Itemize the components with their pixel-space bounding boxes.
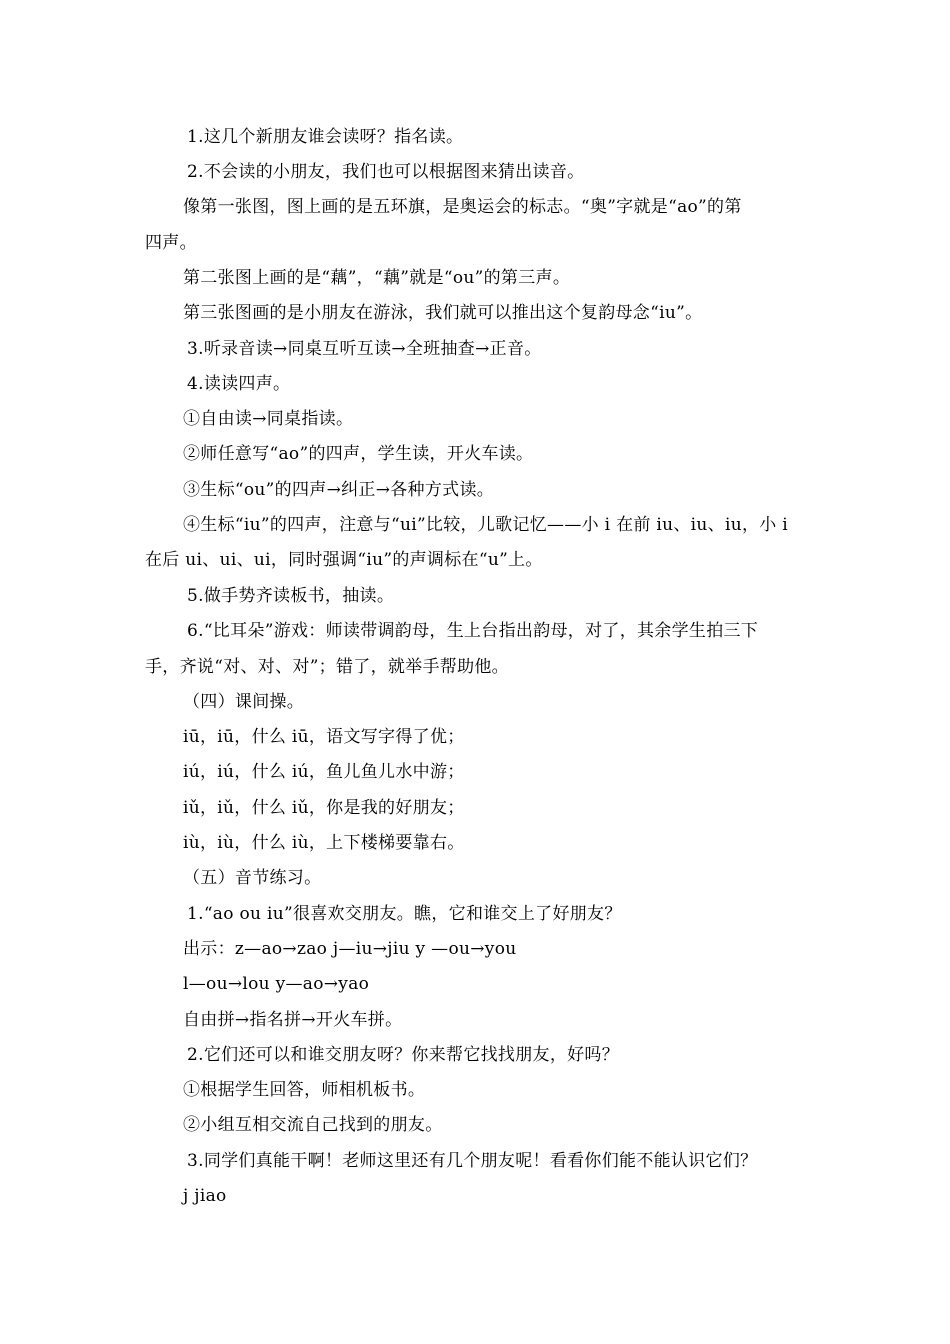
text-line: 出示：z—ao→zao j—iu→jiu y —ou→you: [183, 939, 517, 959]
text-line: 四声。: [145, 233, 197, 253]
text-line: ④生标“iu”的四声，注意与“ui”比较，儿歌记忆——小 i 在前 iu、iu、iu，小 i: [183, 515, 788, 535]
text-line: 2.它们还可以和谁交朋友呀？你来帮它找找朋友，好吗？: [187, 1045, 620, 1065]
text-line: 第三张图画的是小朋友在游泳，我们就可以推出这个复韵母念“iu”。: [183, 303, 703, 323]
text-line: 1.这几个新朋友谁会读呀？指名读。: [187, 127, 464, 147]
text-line: 2.不会读的小朋友，我们也可以根据图来猜出读音。: [187, 162, 585, 182]
text-line: 3.同学们真能干啊！老师这里还有几个朋友呢！看看你们能不能认识它们？: [187, 1151, 758, 1171]
text-line: ①自由读→同桌指读。: [183, 409, 354, 429]
section-heading: （四）课间操。: [183, 692, 305, 712]
text-line: iú，iú，什么 iú，鱼儿鱼儿水中游；: [183, 762, 465, 782]
text-line: ②小组互相交流自己找到的朋友。: [183, 1115, 443, 1135]
text-line: 6.“比耳朵”游戏：师读带调韵母，生上台指出韵母，对了，其余学生拍三下: [187, 621, 759, 641]
text-line: ②师任意写“ao”的四声，学生读，开火车读。: [183, 444, 534, 464]
text-line: ①根据学生回答，师相机板书。: [183, 1080, 426, 1100]
text-line: 1.“ao ou iu”很喜欢交朋友。瞧，它和谁交上了好朋友？: [187, 904, 622, 924]
text-line: l—ou→lou y—ao→yao: [183, 974, 370, 994]
text-line: 像第一张图，图上画的是五环旗，是奥运会的标志。“奥”字就是“ao”的第: [183, 197, 742, 217]
section-heading: （五）音节练习。: [183, 868, 322, 888]
text-line: 4.读读四声。: [187, 374, 291, 394]
text-line: 自由拼→指名拼→开火车拼。: [183, 1010, 403, 1030]
text-line: 手，齐说“对、对、对”；错了，就举手帮助他。: [145, 657, 509, 677]
text-line: iǔ，iǔ，什么 iǔ，你是我的好朋友；: [183, 798, 465, 818]
text-line: 3.听录音读→同桌互听互读→全班抽查→正音。: [187, 339, 542, 359]
text-line: iù，iù，什么 iù，上下楼梯要靠右。: [183, 833, 465, 853]
text-line: 在后 ui、ui、ui，同时强调“iu”的声调标在“u”上。: [145, 550, 543, 570]
text-line: 第二张图上画的是“藕”，“藕”就是“ou”的第三声。: [183, 268, 571, 288]
text-line: ③生标“ou”的四声→纠正→各种方式读。: [183, 480, 495, 500]
text-line: j jiao: [183, 1186, 227, 1206]
text-line: iū，iū，什么 iū，语文写字得了优；: [183, 727, 465, 747]
text-line: 5.做手势齐读板书，抽读。: [187, 586, 395, 606]
